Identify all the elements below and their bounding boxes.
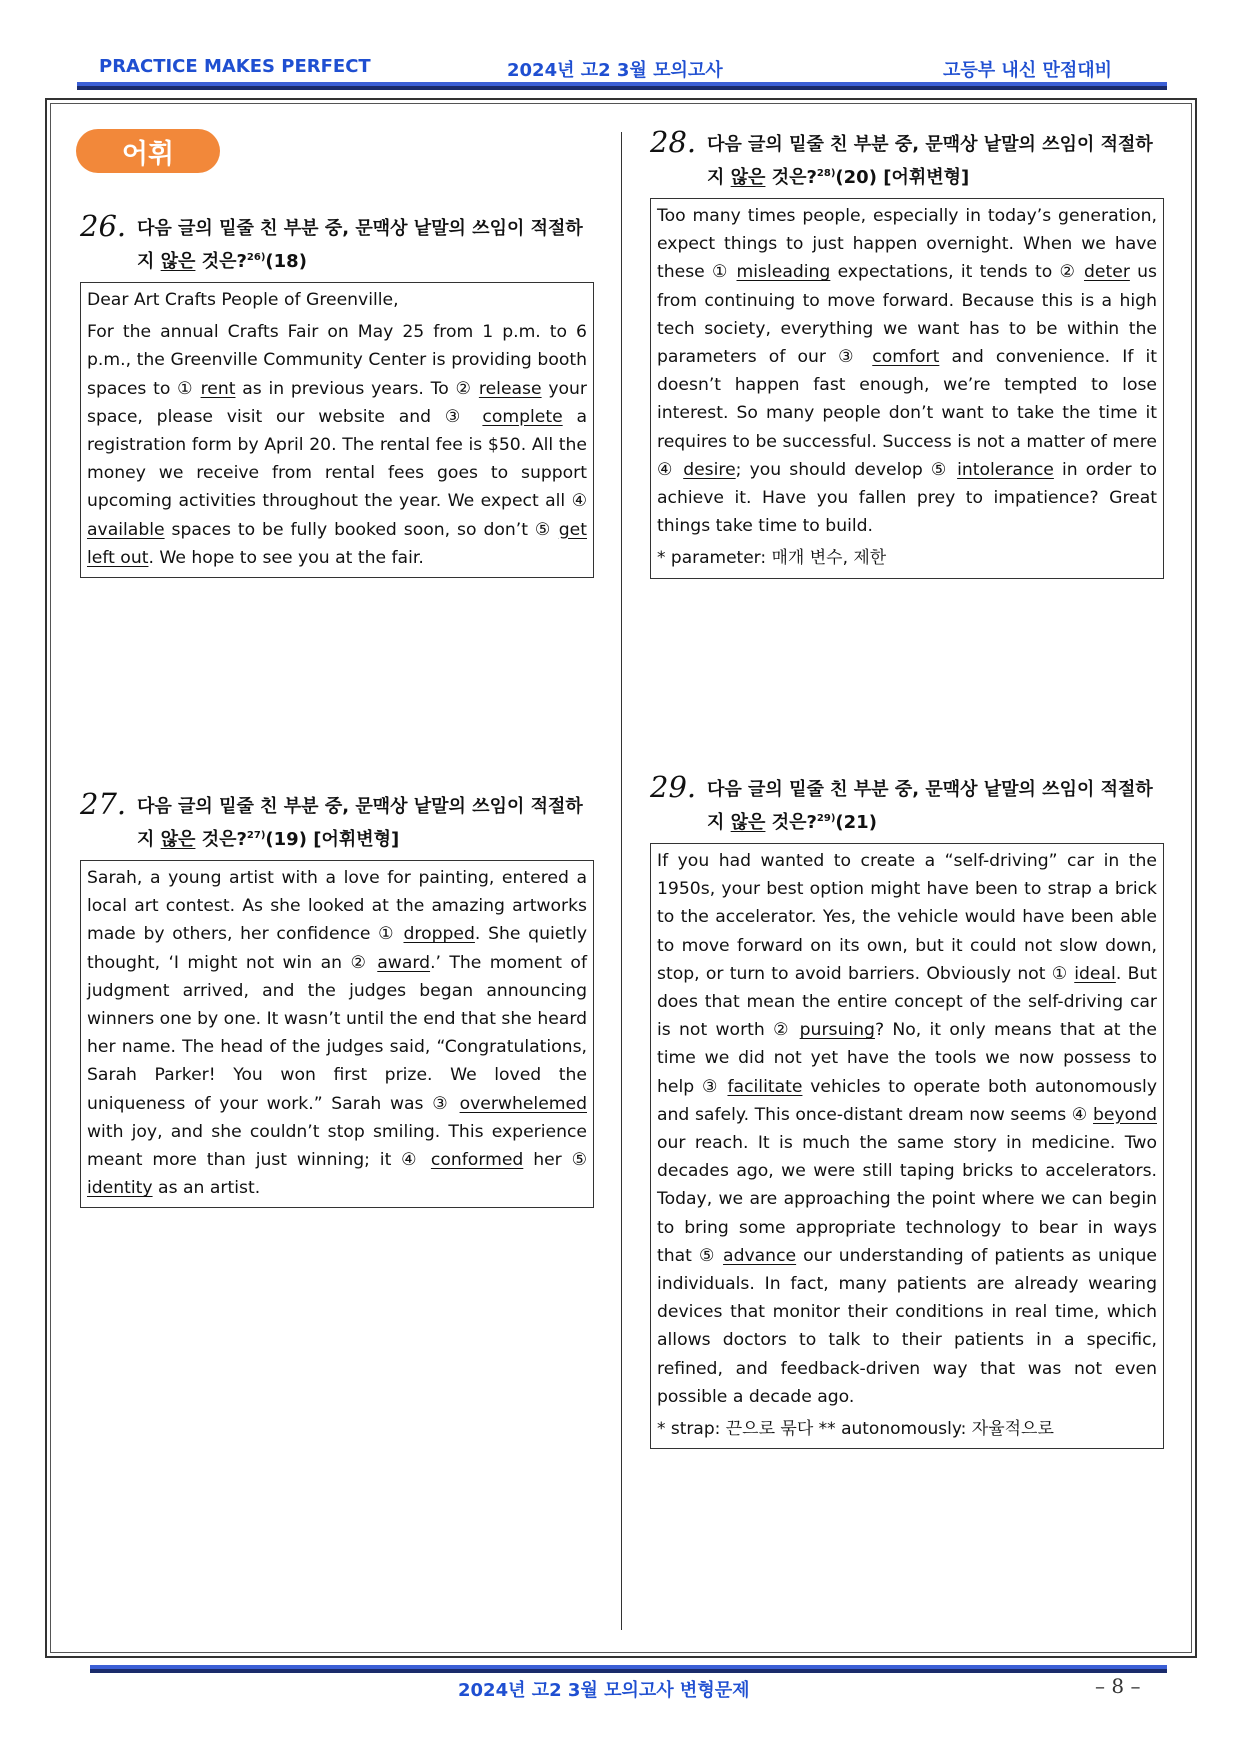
passage-text: For the annual Crafts Fair on May 25 from 1 p.m. to 6 p.m., the Greenville Community Center is providing booth spaces to ① rent as in previous years. To ② release your space, please visit our website and ③ complete a registration form by April 20. The rental fee is $50. All the money we receive from rental fees goes to support upcoming activities throughout the year. We expect all ④ available spaces to be fully booked soon, so don’t ⑤ get left out. We hope to see you at the fair. [87,322,588,568]
underlined-word-5: get left out [87,519,587,568]
header-rule [77,82,1167,90]
underlined-word-3: comfort [872,347,940,368]
question-26-prompt: 26. 다음 글의 밑줄 친 부분 중, 문맥상 낱말의 쓰임이 적절하지 않은 것은?$^{26)}$(18) [80,209,583,272]
underlined-word-1: ideal [1074,963,1116,984]
question-number: 26. [80,209,127,243]
underlined-word-4: desire [683,459,736,480]
passage-text: If you had wanted to create a “self-driving” car in the 1950s, your best option might have been to strap a brick to the accelerator. Yes, the vehicle would have been able to move forward on its own, but it could not slow down, stop, or turn to avoid barriers. Obviously not ① ideal. But does that mean the entire concept of the self-driving car is not worth ② pursuing? No, it only means that at the time we did not yet have the tools we now possess to help ③ facilitate vehicles to operate both autonomously and safely. This once-distant dream now seems ④ beyond our reach. It is much the same story in medicine. Two decades ago, we were still taping bricks to accelerators. Today, we are approaching the point where we can begin to bring some appropriate technology to bear in ways that ⑤ advance our understanding of patients as unique individuals. In fact, many patients are already wearing devices that monitor their conditions in real time, which allows doctors to talk to their patients in a specific, refined, and feedback-driven way that was not even possible a decade ago. [657,851,1157,1407]
underlined-word-3: overwhelemed [459,1093,587,1114]
header-left: PRACTICE MAKES PERFECT [99,56,371,77]
underlined-word-5: identity [87,1178,153,1199]
question-28-passage [650,198,1164,579]
question-28 [650,125,1164,579]
question-28-prompt: 28. 다음 글의 밑줄 친 부분 중, 문맥상 낱말의 쓰임이 적절하지 않은 것은?$^{28)}$(20) [어휘변형] [650,125,1153,188]
question-number: 29. [650,770,697,804]
underlined-word-2: pursuing [799,1020,875,1041]
question-26 [80,209,594,578]
underlined-word-1: dropped [403,924,475,945]
question-29-passage [650,843,1164,1449]
underlined-word-5: intolerance [957,459,1054,480]
passage-text: Sarah, a young artist with a love for painting, entered a local art contest. As she looked at the amazing artworks made by others, her confidence ① dropped. She quietly thought, ‘I might not win an ② award.’ The moment of judgment arrived, and the judges began announcing winners one by one. It wasn’t until the end that she heard her name. The head of the judges said, “Congratulations, Sarah Parker! You won first prize. We loved the uniqueness of your work.” Sarah was ③ overwhelemed with joy, and she couldn’t stop smiling. This experience meant more than just winning; it ④ conformed her ⑤ identity as an artist. [87,868,588,1199]
question-27-prompt: 27. 다음 글의 밑줄 친 부분 중, 문맥상 낱말의 쓰임이 적절하지 않은 것은?$^{27)}$(19) [어휘변형] [80,787,583,850]
vocab-note: * strap: 끈으로 묶다 ** autonomously: 자율적으로 [657,1419,1054,1440]
underlined-word-5: advance [723,1245,797,1266]
underlined-word-3: complete [482,406,563,427]
page-number: – 8 – [1095,1674,1141,1698]
vocab-note: * parameter: 매개 변수, 제한 [657,548,887,569]
column-divider [621,132,622,1630]
question-27 [80,787,594,1208]
question-26-passage [80,282,594,578]
letter-greeting: Dear Art Crafts People of Greenville, [87,290,399,310]
underlined-word-1: rent [200,378,236,399]
header-center: 2024년 고2 3월 모의고사 [507,60,723,81]
question-27-passage [80,860,594,1208]
passage-text: Too many times people, especially in today’s generation, expect things to just happen overnight. When we have these ① misleading expectations, it tends to ② deter us from continuing to move forward. Because this is a high tech society, everything we want has to be within the parameters of our ③ comfort and convenience. If it doesn’t happen fast enough, we’re tempted to lose interest. So many people don’t want to take the time it requires to be successful. Success is not a matter of mere ④ desire; you should develop ⑤ intolerance in order to achieve it. Have you fallen prey to impatience? Great things take time to build. [657,206,1158,537]
section-badge: 어휘 [76,129,220,173]
underlined-word-4: available [87,519,165,540]
underlined-word-4: beyond [1093,1104,1157,1125]
question-29-prompt: 29. 다음 글의 밑줄 친 부분 중, 문맥상 낱말의 쓰임이 적절하지 않은 것은?$^{29)}$(21) [650,770,1153,833]
underlined-word-3: facilitate [727,1076,803,1097]
underlined-word-2: award [377,952,431,973]
underlined-word-4: conformed [430,1150,524,1171]
question-29 [650,770,1164,1449]
question-number: 27. [80,787,127,821]
header-right: 고등부 내신 만점대비 [943,60,1113,81]
underlined-word-1: misleading [736,262,831,283]
underlined-word-2: deter [1084,262,1130,283]
footer-title: 2024년 고2 3월 모의고사 변형문제 [458,1680,750,1701]
footer-rule [90,1665,1167,1673]
underlined-word-2: release [478,378,542,399]
question-number: 28. [650,125,697,159]
